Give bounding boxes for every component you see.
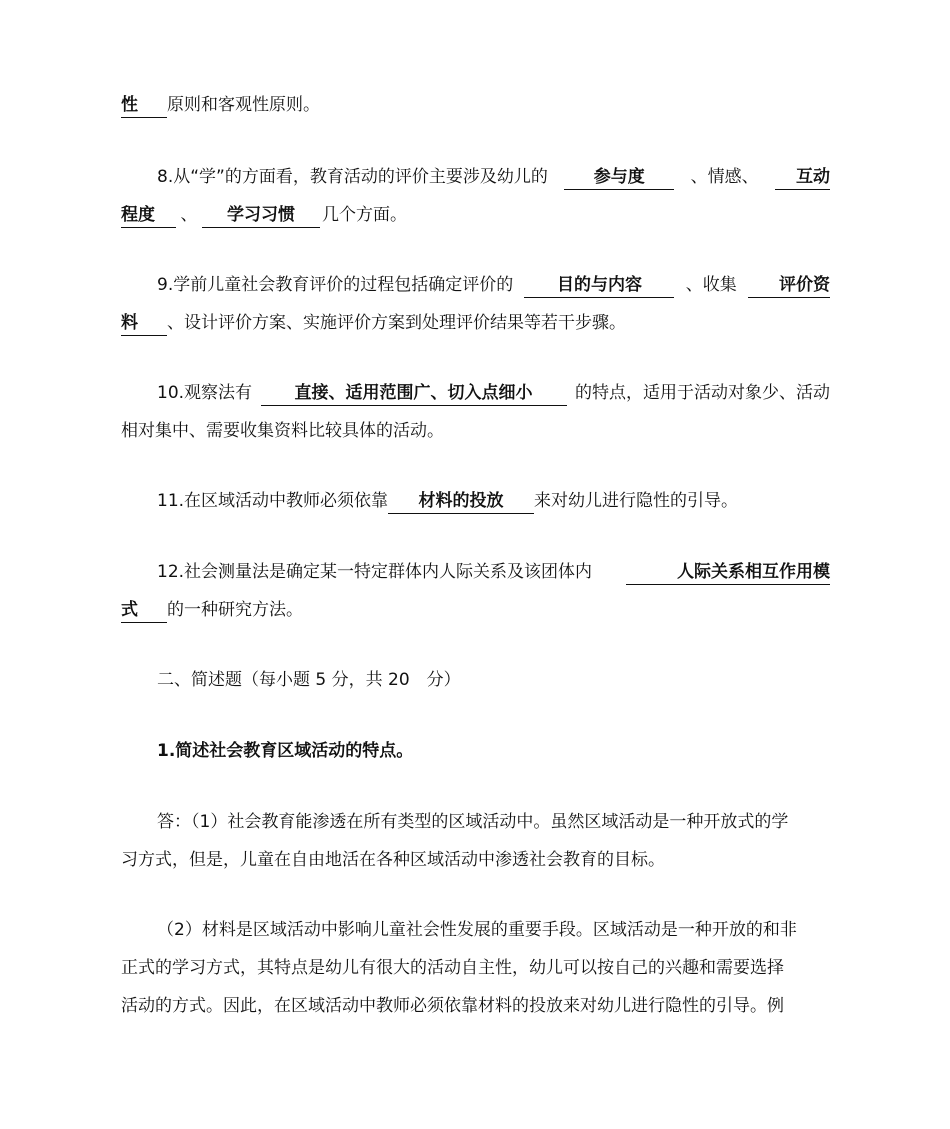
q8-answer-3-blank: 学习习惯: [202, 201, 320, 228]
q10-line-1: [121, 379, 830, 407]
q11-question-text: 11.在区域活动中教师必须依靠: [157, 491, 389, 511]
q10-line-2: [121, 417, 830, 445]
section-2-question-1-title: 1.简述社会教育区域活动的特点。: [157, 741, 414, 761]
q8-question-text: 8.从“学”的方面看，教育活动的评价主要涉及幼儿的: [157, 167, 548, 187]
q8-answer-2-cont: 程度: [121, 201, 176, 228]
q12-question-text: 12.社会测量法是确定某一特定群体内人际关系及该团体内: [157, 562, 593, 582]
q9-text-c: 、设计评价方案、实施评价方案到处理评价结果等若干步骤。: [167, 313, 626, 333]
q9-answer-2-blank: 评价资: [748, 271, 830, 298]
q9-answer-1-blank: 目的与内容: [524, 271, 674, 298]
q10-text-b: 的特点，适用于活动对象少、活动: [574, 383, 830, 403]
q12-answer-1-blank: 人际关系相互作用模: [626, 558, 830, 585]
q10-text-c: 相对集中、需要收集资料比较具体的活动。: [121, 421, 444, 441]
q8-answer-1-blank: 参与度: [564, 163, 674, 190]
q8-text-d: 几个方面。: [322, 205, 407, 225]
q12-line-1: [121, 558, 830, 586]
q8-text-c: 、: [180, 205, 198, 225]
q11-answer-1-blank: 材料的投放: [388, 487, 534, 514]
q9-text-b: 、收集: [685, 275, 737, 295]
answer-2-line-3: 活动的方式。因此，在区域活动中教师必须依靠材料的投放来对幼儿进行隐性的引导。例: [121, 996, 784, 1016]
q9-line-1: [121, 271, 830, 299]
q8-line-1: [121, 163, 830, 191]
section-2-heading: 二、简述题（每小题 5 分，共 20 分）: [157, 670, 461, 690]
q8-line-2: [121, 201, 830, 229]
q12-line-2: [121, 596, 830, 624]
q10-question-text: 10.观察法有: [157, 383, 253, 403]
answer-2-line-2: 正式的学习方式，其特点是幼儿有很大的活动自主性，幼儿可以按自己的兴趣和需要选择: [121, 958, 784, 978]
q9-answer-2-cont: 料: [121, 309, 167, 336]
q9-line-2: [121, 309, 830, 337]
answer-1-line-1: 答：（1）社会教育能渗透在所有类型的区域活动中。虽然区域活动是一种开放式的学: [157, 812, 789, 832]
q10-answer-1-blank: 直接、适用范围广、切入点细小: [261, 379, 567, 406]
answer-2-line-1: （2）材料是区域活动中影响儿童社会性发展的重要手段。区域活动是一种开放的和非: [157, 920, 797, 940]
q8-text-b: 、情感、: [690, 167, 759, 187]
q11-text-b: 来对幼儿进行隐性的引导。: [534, 491, 739, 511]
q7-text: 原则和客观性原则。: [167, 95, 320, 115]
q11-line: [121, 487, 830, 515]
answer-1-line-2: 习方式，但是，儿童在自由地活在各种区域活动中渗透社会教育的目标。: [121, 850, 665, 870]
q7-answer-blank: 性: [121, 91, 167, 118]
q12-answer-1-cont: 式: [121, 596, 167, 623]
q9-question-text: 9.学前儿童社会教育评价的过程包括确定评价的: [157, 275, 514, 295]
q7-continuation-line: [121, 91, 830, 119]
q8-answer-2-blank: 互动: [775, 163, 830, 190]
q12-text-b: 的一种研究方法。: [167, 600, 303, 620]
